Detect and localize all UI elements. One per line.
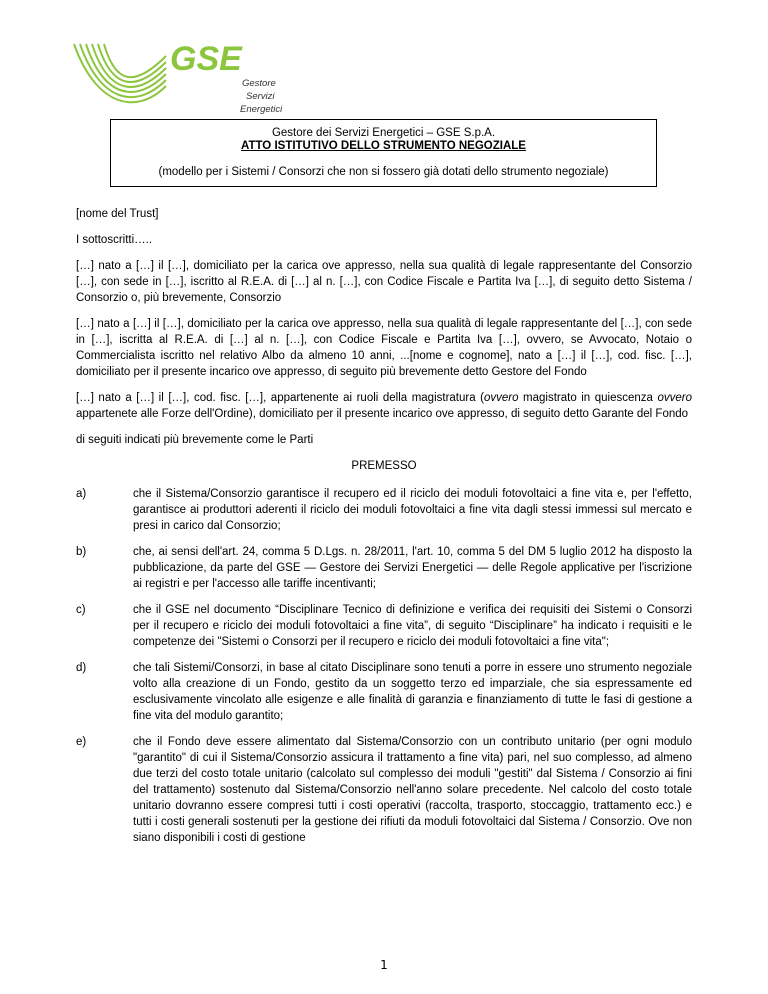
item-text: che, ai sensi dell'art. 24, comma 5 D.Lgs. n. 28/2011, l'art. 10, comma 5 del DM 5 luglio 2012 ha disposto la pubblicazione, da parte del GSE — Gestore dei Servizi Energetici — delle Regole applicative per l'iscrizione ai registri e per l'accesso alle tariffe incentivanti; [133,546,692,590]
parties-note: di seguiti indicati più brevemente come le Parti [76,434,314,446]
premesso-item-a [76,486,692,534]
logo-line-gestore: Gestore [242,78,276,89]
gse-logo-graphic [66,36,246,120]
garante-text-c: appartenete alle Forze dell'Ordine), domiciliato per il presente incarico ove appresso, di seguito detto Garante del Fondo [76,408,689,420]
party-gestore: […] nato a […] il […], domiciliato per la carica ove appresso, nella sua qualità di legale rappresentante del […], con sede in […], iscritta al R.E.A. di […] al n. […], con Codice Fiscale e Partita Iva […], ovvero, se Avvocato, Notaio o Commercialista iscritto nel relativo Albo da almeno 10 anni, ...[nome e cognome], nato a […] il […], cod. fisc. […], domiciliato per il presente incarico ove appresso, di seguito più brevemente detto Gestore del Fondo [76,318,692,378]
logo-line-servizi: Servizi [246,91,275,102]
logo-brand-text: GSE [170,40,242,78]
premesso-item-e [76,734,692,846]
garante-text-a: […] nato a […] il […], cod. fisc. […], appartenente ai ruoli della magistratura ( [76,392,484,404]
trust-name: [nome del Trust] [76,208,159,220]
document-subtitle: (modello per i Sistemi / Consorzi che non si fossero già dotati dello strumento negoziale) [158,166,609,178]
item-label: a) [76,488,87,500]
item-text: che il Fondo deve essere alimentato dal Sistema/Consorzio con un contributo unitario (per ogni modulo "garantito" di cui il Sistema/Consorzio assicura il trattamento a fine vita) pari, nel suo complesso, ad almeno due terzi del costo totale unitario (calcolato sul complesso dei moduli "gestiti" dal Sistema / Consorzio ai fini del trattamento) sostenuto dal Sistema/Consorzio nell'anno solare precedente. Nel calcolo del costo totale unitario dovranno essere compresi tutti i costi operativi (raccolta, trasporto, stoccaggio, trattamento ecc.) e tutti i costi generali sostenuti per la gestione dei rifiuti da moduli fotovoltaici dal Sistema / Consorzio. Ove non siano disponibili i costi di gestione [133,736,692,844]
signatories: I sottoscritti….. [76,234,153,246]
item-label: e) [76,736,87,748]
logo-line-energetici: Energetici [240,104,283,115]
garante-ovvero-1: ovvero [483,392,519,404]
premesso-item-c [76,602,692,650]
gse-logo [66,36,283,120]
company-name: Gestore dei Servizi Energetici – GSE S.p.A. [271,127,496,139]
document-body [76,206,692,856]
page-number: 1 [380,958,388,972]
item-label: b) [76,546,87,558]
party-consorzio: […] nato a […] il […], domiciliato per la carica ove appresso, nella sua qualità di legale rappresentante del Consorzio […], con sede in […], iscritto al R.E.A. di […] al n. […], con Codice Fiscale e Partita Iva […], di seguito detto Sistema / Consorzio o, più brevemente, Consorzio [76,260,692,304]
item-text: che il Sistema/Consorzio garantisce il recupero ed il riciclo dei moduli fotovoltaici a fine vita e, per l'effetto, garantisce ai produttori aderenti il riciclo dei moduli fotovoltaici a fine vita dagli stessi immessi sul mercato e presi in carico dal Consorzio; [133,488,692,532]
item-label: c) [76,604,86,616]
document-title: ATTO ISTITUTIVO DELLO STRUMENTO NEGOZIALE [241,140,526,152]
header-box [110,119,657,187]
premesso-item-b [76,544,692,592]
item-text: che tali Sistemi/Consorzi, in base al citato Disciplinare sono tenuti a porre in essere uno strumento negoziale volto alla creazione di un Fondo, gestito da un soggetto terzo ed imparziale, che sia espressamente ed esclusivamente vincolato alle esigenze e alle finalità di garanzia e finanziamento di tutte le fasi di gestione a fine vita del modulo garantito; [133,662,692,722]
item-label: d) [76,662,87,674]
item-text: che il GSE nel documento “Disciplinare Tecnico di definizione e verifica dei requisiti dei Sistemi o Consorzi per il recupero e riciclo dei moduli fotovoltaici a fine vita”, di seguito “Disciplinare” ha indicato i requisiti e le competenze dei "Sistemi o Consorzi per il recupero e riciclo dei moduli fotovoltaici a fine vita"; [133,604,692,648]
garante-text-b: magistrato in quiescenza [518,392,658,404]
premesso-heading: PREMESSO [351,460,417,472]
premesso-item-d [76,660,692,724]
party-garante [76,390,692,422]
garante-ovvero-2: ovvero [657,392,692,404]
